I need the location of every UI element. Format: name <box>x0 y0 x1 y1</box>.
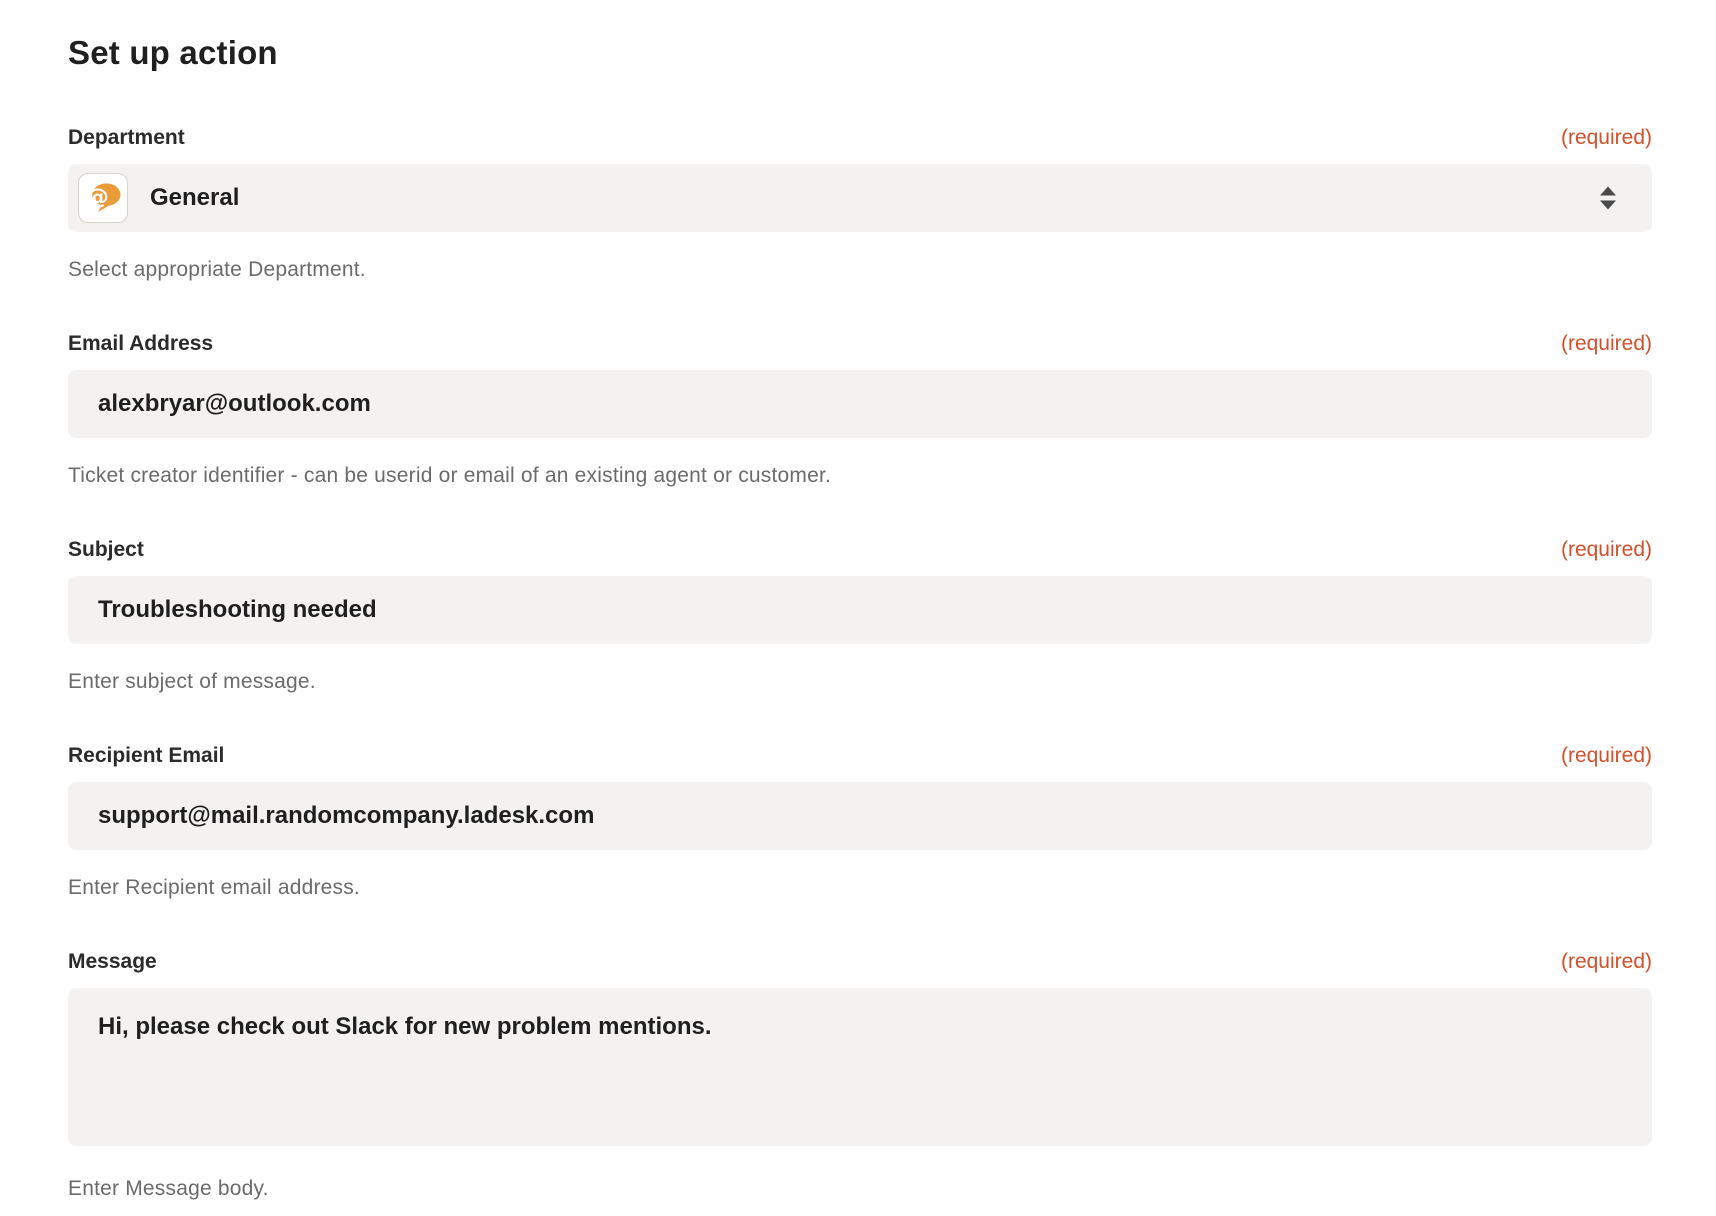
arrow-up-icon <box>1600 187 1616 196</box>
field-group-recipient-email <box>68 744 1652 900</box>
liveagent-icon <box>78 173 128 223</box>
required-badge: (required) <box>1560 126 1652 149</box>
required-badge: (required) <box>1560 744 1652 767</box>
email-address-label: Email Address <box>68 332 214 355</box>
label-row <box>68 538 1652 562</box>
up-down-sort-arrows-icon <box>1600 187 1616 210</box>
recipient-email-input[interactable] <box>68 782 1652 850</box>
label-row <box>68 332 1652 356</box>
required-badge: (required) <box>1560 332 1652 355</box>
department-select[interactable] <box>68 164 1652 232</box>
field-group-message <box>68 950 1652 1201</box>
department-label: Department <box>68 126 185 149</box>
label-row <box>68 950 1652 974</box>
required-badge: (required) <box>1560 950 1652 973</box>
email-address-help-text: Ticket creator identifier - can be userid or email of an existing agent or customer. <box>68 464 832 487</box>
field-group-department <box>68 126 1652 282</box>
message-help-text: Enter Message body. <box>68 1177 269 1200</box>
subject-help-text: Enter subject of message. <box>68 670 316 693</box>
department-select-value: General <box>150 184 240 211</box>
subject-label: Subject <box>68 538 144 561</box>
email-address-input[interactable] <box>68 370 1652 438</box>
required-badge: (required) <box>1560 538 1652 561</box>
arrow-down-icon <box>1600 201 1616 210</box>
page-title: Set up action <box>68 34 278 71</box>
field-group-subject <box>68 538 1652 694</box>
label-row <box>68 126 1652 150</box>
recipient-email-help-text: Enter Recipient email address. <box>68 876 360 899</box>
message-textarea[interactable] <box>68 988 1652 1146</box>
department-help-text: Select appropriate Department. <box>68 258 366 281</box>
field-group-email-address <box>68 332 1652 488</box>
subject-input[interactable] <box>68 576 1652 644</box>
label-row <box>68 744 1652 768</box>
svg-text:@: @ <box>86 183 109 210</box>
recipient-email-label: Recipient Email <box>68 744 225 767</box>
message-label: Message <box>68 950 157 973</box>
